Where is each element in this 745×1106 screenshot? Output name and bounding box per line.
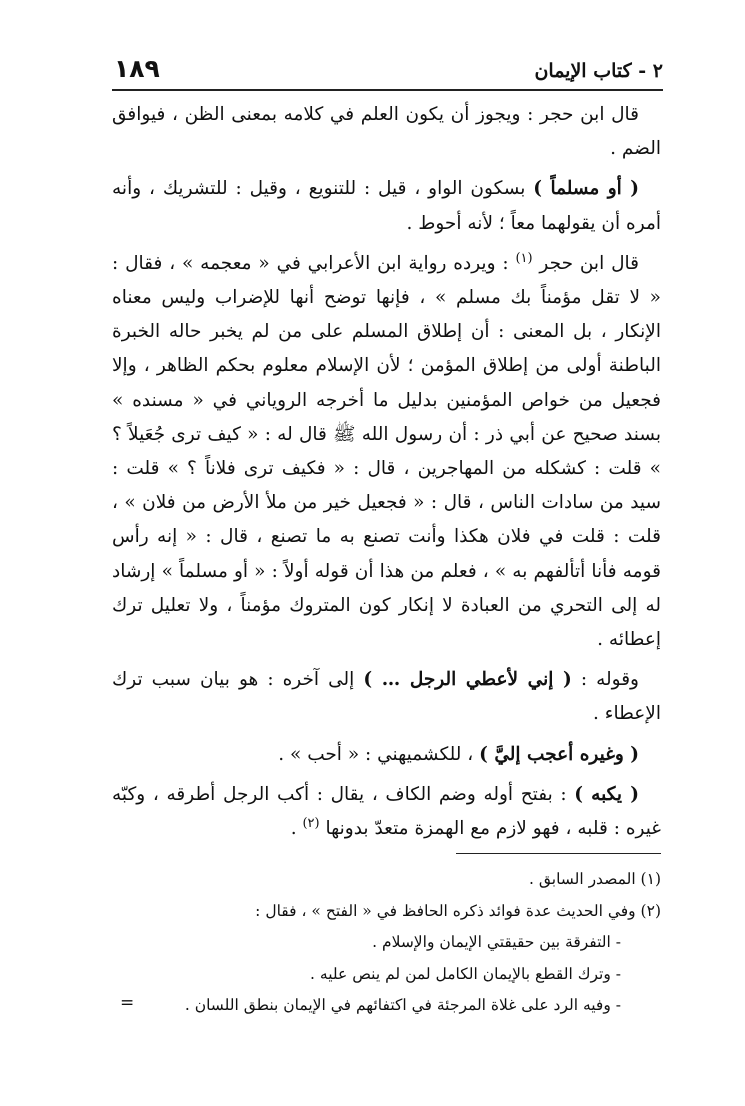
page-header xyxy=(110,52,663,92)
footnote-ref-2: (٢) xyxy=(302,815,320,831)
footnote-1: (١) المصدر السابق . xyxy=(528,870,661,888)
quoted-term: ( أو مسلماً ) xyxy=(533,178,639,200)
footnote-2-item: - وترك القطع بالإيمان الكامل لمن لم ينص عليه . xyxy=(310,964,621,983)
quoted-term: ( إني لأعطي الرجل … ) xyxy=(363,669,572,691)
paragraph-2: ( أو مسلماً ) بسكون الواو ، قيل : للتنويع ، وقيل : للتشريك ، وأنه أمره أن يقولهما معاً ؛ لأنه أحوط . xyxy=(112,178,661,234)
quoted-term: ( يكبه ) xyxy=(574,783,639,805)
paragraph-5: ( وغيره أعجب إليَّ ) ، للكشميهني : « أحب » . xyxy=(278,743,639,765)
continuation-mark: = xyxy=(120,993,135,1013)
header-rule xyxy=(112,89,663,91)
footnote-2: (٢) وفي الحديث عدة فوائد ذكره الحافظ في « الفتح » ، فقال : xyxy=(255,901,661,920)
footnotes xyxy=(112,864,661,1022)
main-text xyxy=(112,98,661,852)
footnote-ref-1: (١) xyxy=(515,250,533,266)
footnote-2-item: - التفرقة بين حقيقتي الإيمان والإسلام . xyxy=(372,933,621,951)
paragraph-1: قال ابن حجر : ويجوز أن يكون العلم في كلامه بمعنى الظن ، فيوافق الضم . xyxy=(112,104,661,160)
quoted-term: ( وغيره أعجب إليَّ ) xyxy=(479,743,639,765)
paragraph-6: ( يكبه ) : بفتح أوله وضم الكاف ، يقال : أكب الرجل أطرقه ، وكبّه غيره : قلبه ، فهو لازم مع الهمزة متعدّ بدونها $^{(٢)}$ . xyxy=(112,783,661,840)
paragraph-4: وقوله : ( إني لأعطي الرجل … ) إلى آخره : هو بيان سبب ترك الإعطاء . xyxy=(112,669,661,725)
page-number: ١٨٩ xyxy=(114,54,160,83)
footnote-2-item: - وفيه الرد على غلاة المرجئة في اكتفائهم في الإيمان بنطق اللسان . xyxy=(184,996,621,1014)
paragraph-3: قال ابن حجر $^{(١)}$ : ويرده رواية ابن الأعرابي في « معجمه » ، فقال : « لا تقل مؤمناً بك مسلم » ، فإنها توضح أنها للإضراب وليس معناه الإنكار ، بل المعنى : أن إطلاق المسلم على من لم يخبر حاله الخبرة الباطنة أولى من إطلاق المؤمن ؛ لأن الإسلام معلوم بحكم الظاهر ، وإلا فجعيل من خواص المؤمنين بدليل ما أخرجه الروياني في « مسنده » بسند صحيح عن أبي ذر : أن رسول الله ﷺ قال له : « كيف ترى جُعَيلاً ؟ » قلت : كشكله من المهاجرين ، قال : « فكيف ترى فلاناً ؟ » قلت : سيد من سادات الناس ، قال : « فجعيل خير من ملأ الأرض من فلان » ، قلت : قلت في فلان هكذا وأنت تصنع به ما تصنع ، قال : « إنه رأس قومه فأنا أتألفهم به » ، فعلم من هذا أن قوله أولاً : « أو مسلماً » إرشاد له إلى التحري من العبادة لا إنكار كون المتروك مؤمناً ، ولا تعليل ترك إعطائه . xyxy=(112,250,661,651)
running-head: ٢ - كتاب الإيمان xyxy=(534,60,663,82)
footnote-rule xyxy=(456,853,661,854)
